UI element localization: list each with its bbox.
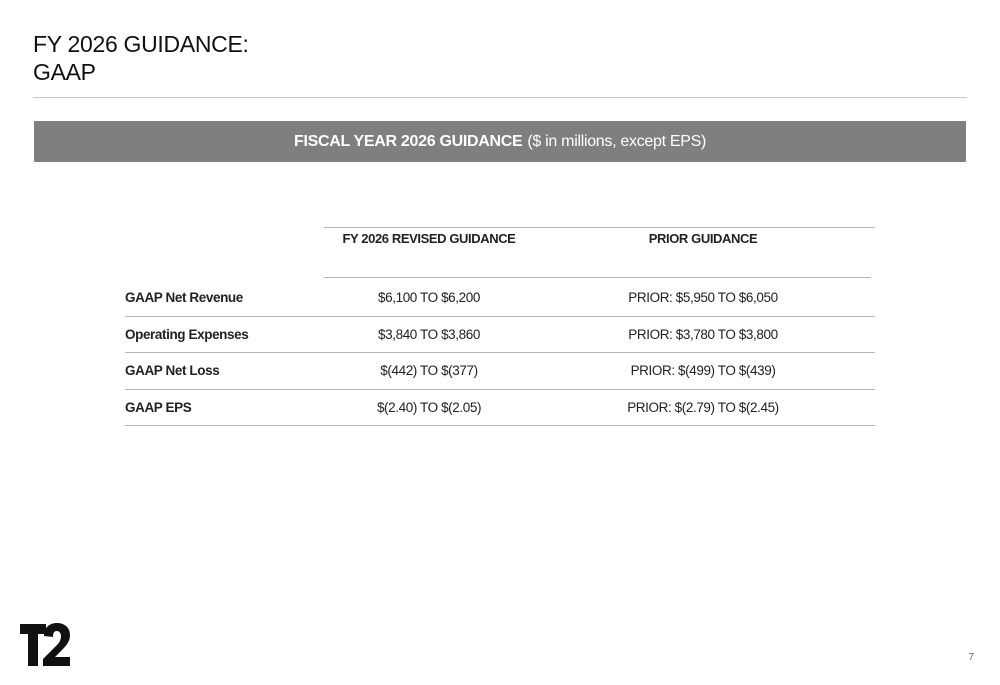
table-row [125, 353, 875, 390]
slide-title-line-1: FY 2026 GUIDANCE: [33, 31, 249, 57]
column-header-prior: PRIOR GUIDANCE [648, 231, 758, 246]
row-label: GAAP Net Revenue [125, 290, 243, 305]
prior-value: PRIOR: $(499) TO $(439) [630, 363, 776, 378]
table-row [125, 280, 875, 317]
revised-value: $3,840 TO $3,860 [378, 326, 480, 342]
table-row [125, 317, 875, 354]
page-number: 7 [968, 652, 974, 663]
table-row [125, 390, 875, 427]
prior-value: PRIOR: $3,780 TO $3,800 [628, 326, 778, 342]
slide-title [33, 30, 249, 86]
title-divider [33, 97, 967, 98]
column-header-revised: FY 2026 REVISED GUIDANCE [342, 231, 516, 246]
row-label: Operating Expenses [125, 326, 249, 342]
banner-subtitle: ($ in millions, except EPS) [527, 132, 707, 150]
prior-value: PRIOR: $(2.79) TO $(2.45) [627, 399, 779, 415]
guidance-banner [34, 121, 966, 162]
prior-value: PRIOR: $5,950 TO $6,050 [628, 290, 778, 305]
revised-value: $6,100 TO $6,200 [378, 290, 480, 305]
t2-logo-icon [20, 622, 72, 668]
guidance-table [125, 280, 875, 426]
row-label: GAAP Net Loss [125, 363, 220, 378]
header-rule-bottom [324, 277, 871, 278]
row-label: GAAP EPS [125, 399, 192, 415]
slide-title-line-2: GAAP [33, 59, 96, 85]
revised-value: $(2.40) TO $(2.05) [376, 399, 482, 415]
revised-value: $(442) TO $(377) [380, 363, 478, 378]
banner-title: FISCAL YEAR 2026 GUIDANCE [293, 132, 523, 150]
header-rule-top [324, 227, 875, 228]
